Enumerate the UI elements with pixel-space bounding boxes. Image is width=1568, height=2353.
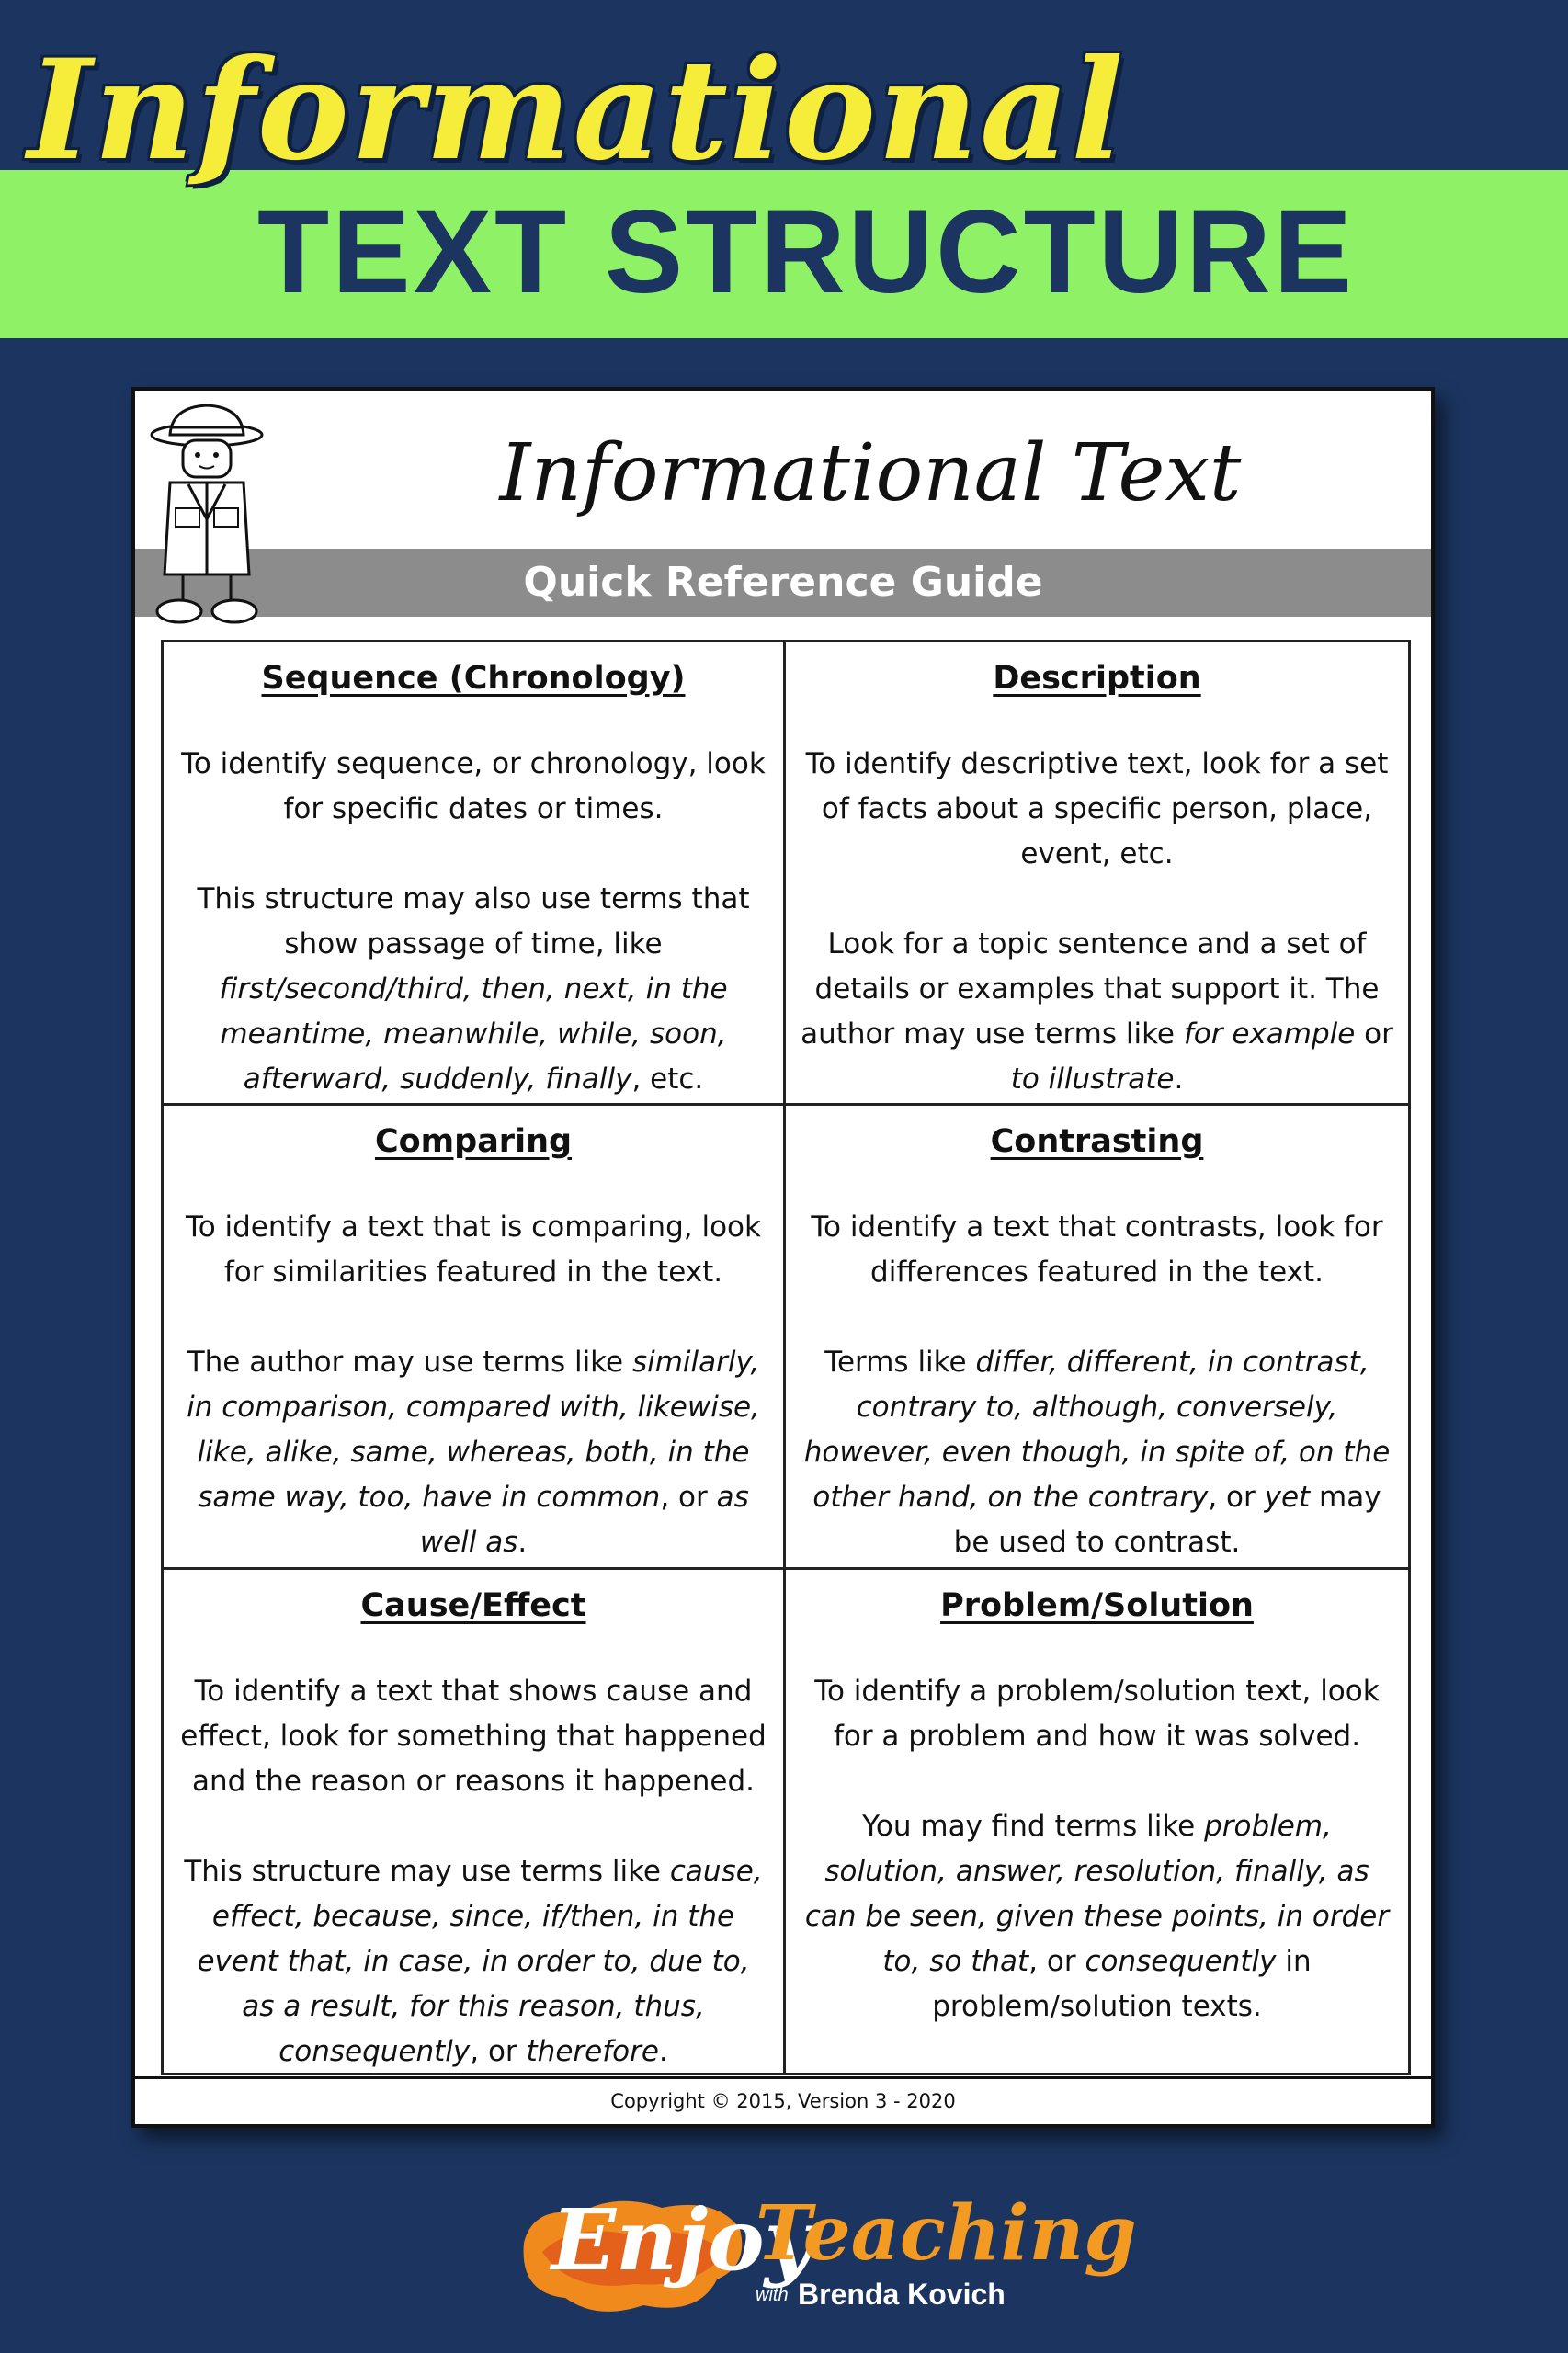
- structure-cell: [786, 1570, 1408, 2075]
- text-run: This structure may also use terms that show passage of time, like: [197, 882, 750, 961]
- text-run: To identify a text that is comparing, look for similarities featured in the text.: [186, 1211, 761, 1289]
- italic-terms: as well as: [419, 1481, 749, 1559]
- text-run: The author may use terms like: [187, 1346, 632, 1379]
- cell-heading: Contrasting: [990, 1123, 1204, 1160]
- text-run: , or: [470, 2035, 527, 2068]
- text-run: , etc.: [631, 1063, 704, 1096]
- script-title: Informational: [28, 29, 1126, 191]
- copyright: Copyright © 2015, Version 3 - 2020: [135, 2076, 1431, 2124]
- text-run: , or: [1208, 1481, 1265, 1514]
- italic-terms: consequently: [1085, 1945, 1277, 1978]
- text-run: To identify a text that contrasts, look for differences featured in the text.: [811, 1211, 1383, 1289]
- text-run: or: [1355, 1017, 1393, 1051]
- structure-cell: [164, 1570, 786, 2075]
- cell-paragraph: [176, 1205, 770, 1295]
- text-run: Terms like: [824, 1346, 976, 1379]
- logo-word-enjoy: Enjoy: [551, 2190, 814, 2290]
- italic-terms: first/second/third, then, next, in the meantime, meanwhile, while, soon, afterward, suddenly, finally: [219, 972, 728, 1096]
- logo: [515, 2178, 1137, 2325]
- cell-paragraph: [176, 877, 770, 1102]
- structure-cell: [786, 642, 1408, 1106]
- text-run: To identify sequence, or chronology, look for specific dates or times.: [181, 747, 766, 825]
- text-run: .: [517, 1526, 528, 1559]
- cell-paragraph: [799, 922, 1395, 1102]
- structure-cell: [164, 642, 786, 1106]
- italic-terms: to illustrate: [1010, 1063, 1175, 1096]
- text-run: .: [1174, 1063, 1184, 1096]
- cell-paragraph: [176, 742, 770, 832]
- text-run: in problem/solution texts.: [932, 1945, 1312, 2023]
- cell-paragraph: [799, 1205, 1395, 1295]
- text-run: Look for a topic sentence and a set of details or examples that support it. The author may use terms like: [801, 927, 1380, 1051]
- text-run: You may find terms like: [862, 1810, 1205, 1843]
- logo-with: with: [756, 2285, 789, 2305]
- cell-heading: Problem/Solution: [940, 1587, 1254, 1624]
- cell-paragraph: [799, 1804, 1395, 2029]
- banner-title: TEXT STRUCTURE: [257, 187, 1355, 318]
- text-run: To identify a problem/solution text, look for a problem and how it was solved.: [814, 1675, 1380, 1753]
- cell-paragraph: [799, 742, 1395, 877]
- italic-terms: differ, different, in contrast, contrary to, although, conversely, however, even though, in spite of, on the other hand, on the contrary: [803, 1346, 1391, 1514]
- italic-terms: therefore: [526, 2035, 659, 2068]
- cell-heading: Sequence (Chronology): [261, 660, 686, 697]
- italic-terms: similarly, in comparison, compared with, likewise, like, alike, same, whereas, both, in the same way, too, have in common: [187, 1346, 760, 1514]
- structure-grid: [161, 640, 1411, 2075]
- cell-paragraph: [799, 1340, 1395, 1565]
- text-run: .: [658, 2035, 668, 2068]
- cell-paragraph: [176, 1849, 770, 2075]
- cell-paragraph: [799, 1669, 1395, 1759]
- detective-icon: [142, 400, 271, 630]
- italic-terms: yet: [1264, 1481, 1311, 1514]
- text-run: , or: [1028, 1945, 1085, 1978]
- cell-heading: Cause/Effect: [360, 1587, 586, 1624]
- text-run: To identify a text that shows cause and effect, look for something that happened and the reason or reasons it happened.: [180, 1675, 767, 1798]
- structure-cell: [786, 1106, 1408, 1570]
- card-title: Informational Text: [499, 427, 1242, 519]
- cell-heading: Comparing: [374, 1123, 573, 1160]
- cell-paragraph: [176, 1340, 770, 1565]
- cell-paragraph: [176, 1669, 770, 1804]
- cell-heading: Description: [993, 660, 1201, 697]
- guide-bar: Quick Reference Guide: [135, 549, 1431, 617]
- text-run: , or: [660, 1481, 717, 1514]
- logo-word-teaching: Teaching: [756, 2189, 1137, 2278]
- text-run: This structure may use terms like: [184, 1855, 670, 1888]
- logo-author: Brenda Kovich: [798, 2278, 1006, 2311]
- text-run: may be used to contrast.: [953, 1481, 1381, 1559]
- structure-cell: [164, 1106, 786, 1570]
- reference-card: [131, 387, 1435, 2128]
- italic-terms: cause, effect, because, since, if/then, in the event that, in case, in order to, due to, as a result, for this reason, thus, consequently: [197, 1855, 763, 2068]
- italic-terms: for example: [1183, 1017, 1356, 1051]
- italic-terms: problem, solution, answer, resolution, finally, as can be seen, given these points, in order to, so that: [804, 1810, 1390, 1978]
- text-run: To identify descriptive text, look for a set of facts about a specific person, place, event, etc.: [805, 747, 1389, 870]
